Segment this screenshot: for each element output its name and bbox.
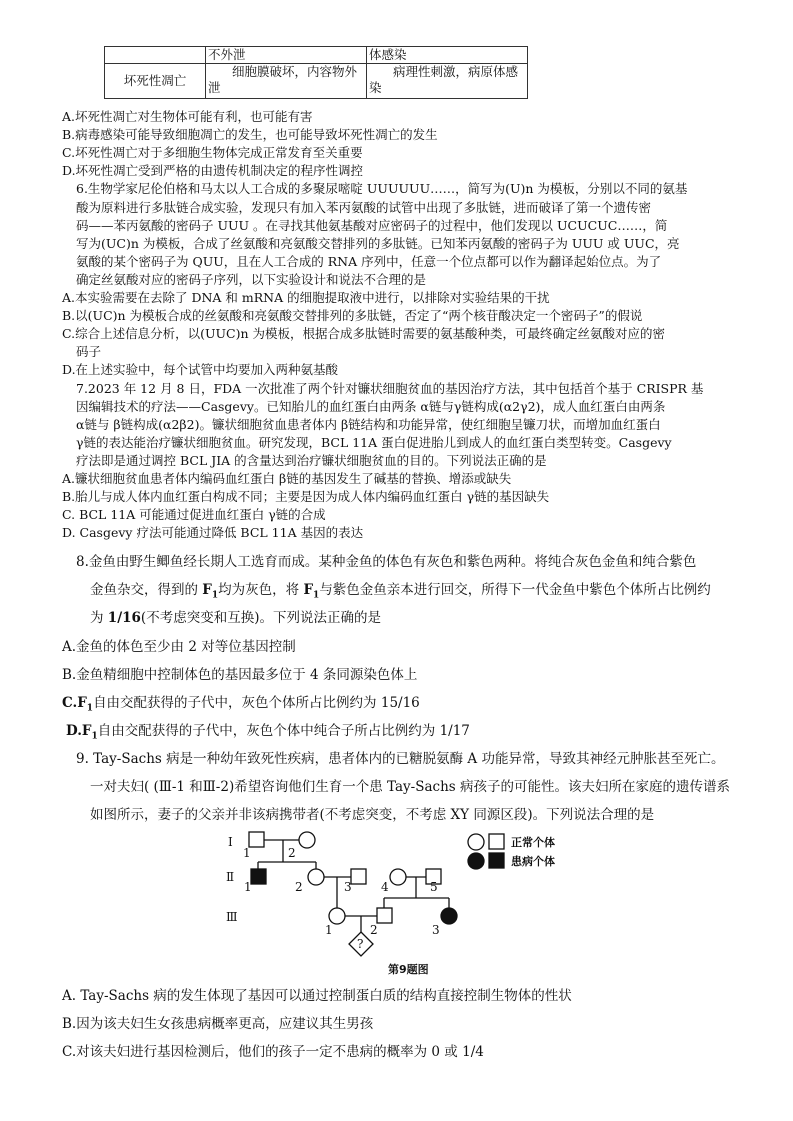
q6-stem-line: 6.生物学家尼伦伯格和马太以人工合成的多聚尿嘧啶 UUUUUU……，简写为(U)n 为模板，分别以不同的氨基	[76, 181, 688, 196]
q5-option-c: C.坏死性凋亡对于多细胞生物体完成正常发育至关重要	[62, 145, 363, 160]
generation-label-1: Ⅰ	[228, 835, 233, 849]
q6-option-c: C.综合上述信息分析，以(UUC)n 为模板，根据合成多肽链时需要的氨基酸种类，可最终确定丝氨酸对应的密	[62, 326, 666, 341]
q6-option-c-cont: 码子	[76, 344, 102, 359]
table-cell: 坏死性凋亡	[105, 64, 206, 99]
generation-label-3: Ⅲ	[226, 910, 238, 924]
q8-option-b: B.金鱼精细胞中控制体色的基因最多位于 4 条同源染色体上	[62, 667, 418, 683]
q8-stem-line: 金鱼杂交，得到的 $F_1$均为灰色，将 $F_1$与紫色金鱼亲本进行回交，所得下一代金鱼中紫色个体所占比例约	[90, 582, 711, 601]
q6-stem-line: 码——苯丙氨酸的密码子 UUU 。在寻找其他氨基酸对应密码子的过程中，他们发现以 UCUCUC……，简	[76, 218, 668, 233]
table-cell: 不外泄	[206, 47, 367, 64]
q7-option-a: A.镰状细胞贫血患者体内编码血红蛋白 β链的基因发生了碱基的替换、增添或缺失	[62, 471, 512, 486]
q6-stem-line: 酸为原料进行多肽链合成实验，发现只有加入苯丙氨酸的试管中出现了多肽链，进而破译了第一个遗传密	[76, 200, 652, 215]
q9-option-b: B.因为该夫妇生女孩患病概率更高，应建议其生男孩	[62, 1016, 374, 1032]
q6-option-b: B.以(UC)n 为模板合成的丝氨酸和亮氨酸交替排列的多肽链，否定了“两个核苷酸决定一个密码子”的假说	[62, 308, 643, 323]
q6-stem-line: 氨酸的某个密码子为 QUU，且在人工合成的 RNA 序列中，任意一个位点都可以作为翻译起始位点。为了	[76, 254, 662, 269]
generation-label-2: Ⅱ	[226, 870, 235, 884]
legend-female-normal	[468, 834, 484, 850]
pedigree-number: 2	[370, 923, 378, 937]
legend-affected-label: 患病个体	[511, 855, 555, 868]
q7-option-c: C. BCL 11A 可能通过促进血红蛋白 γ链的合成	[62, 507, 326, 522]
pedigree-male-affected	[251, 869, 266, 884]
q9-stem-line: 一对夫妇( (Ⅲ-1 和Ⅲ-2)希望咨询他们生育一个患 Tay-Sachs 病孩子的可能性。该夫妇所在家庭的遗传谱系	[90, 779, 730, 795]
pedigree-number: 4	[381, 880, 389, 894]
q7-stem-line: 疗法即是通过调控 BCL JIA 的含量达到治疗镰状细胞贫血的目的。下列说法正确的是	[76, 453, 547, 468]
pedigree-number: 1	[325, 923, 333, 937]
pedigree-male-normal	[249, 832, 264, 847]
pedigree-number: 1	[243, 846, 251, 860]
q7-option-d: D. Casgevy 疗法可能通过降低 BCL 11A 基因的表达	[62, 525, 364, 540]
legend-male-affected	[489, 853, 504, 868]
q9-stem-line: 9. Tay-Sachs 病是一种幼年致死性疾病，患者体内的已糖脱氨酶 A 功能异常，导致其神经元肿胀甚至死亡。	[76, 751, 725, 767]
q5-option-b: B.病毒感染可能导致细胞凋亡的发生，也可能导致坏死性凋亡的发生	[62, 127, 438, 142]
q9-stem-line: 如图所示，妻子的父亲并非该病携带者(不考虑突变，不考虑 XY 同源区段)。下列说法合理的是	[90, 807, 655, 823]
pedigree-male-normal	[351, 869, 366, 884]
q6-option-d: D.在上述实验中，每个试管中均要加入两种氨基酸	[62, 362, 339, 377]
pedigree-number: 3	[344, 880, 352, 894]
q5-option-d: D.坏死性凋亡受到严格的由遗传机制决定的程序性调控	[62, 163, 364, 178]
q8-stem-line: 为 1/16(不考虑突变和互换)。下列说法正确的是	[90, 610, 381, 626]
q8-option-c: $C.F_1$自由交配获得的子代中，灰色个体所占比例约为 15/16	[62, 695, 420, 714]
table-cell: 病理性刺激，病原体感染	[367, 64, 528, 99]
q6-option-a: A.本实验需要在去除了 DNA 和 mRNA 的细胞提取液中进行，以排除对实验结果的干扰	[62, 290, 550, 305]
pedigree-male-normal	[377, 908, 392, 923]
q7-option-b: B.胎儿与成人体内血红蛋白构成不同；主要是因为成人体内编码血红蛋白 γ链的基因缺失	[62, 489, 550, 504]
pedigree-female-normal	[299, 832, 315, 848]
legend-normal-label: 正常个体	[511, 836, 555, 849]
q5-option-a: A.坏死性凋亡对生物体可能有利，也可能有害	[62, 109, 313, 124]
table-cell: 体感染	[367, 47, 528, 64]
q7-stem-line: 因编辑技术的疗法——Casgevy。已知胎儿的血红蛋白由两条 α链与γ链构成(α2γ2)，成人血红蛋白由两条	[76, 399, 666, 414]
pedigree-number: 2	[295, 880, 303, 894]
pedigree-female-normal	[390, 869, 406, 885]
q8-stem-line: 8.金鱼由野生鲫鱼经长期人工选育而成。某种金鱼的体色有灰色和紫色两种。将纯合灰色金鱼和纯合紫色	[76, 554, 697, 570]
pedigree-female-normal	[329, 908, 345, 924]
pedigree-female-affected	[441, 908, 457, 924]
q9-option-c: C.对该夫妇进行基因检测后，他们的孩子一定不患病的概率为 0 或 1/4	[62, 1044, 484, 1060]
pedigree-female-normal	[308, 869, 324, 885]
pedigree-number: 1	[244, 880, 252, 894]
q7-stem-line: 7.2023 年 12 月 8 日，FDA 一次批准了两个针对镰状细胞贫血的基因治疗方法，其中包括首个基于 CRISPR 基	[76, 381, 704, 396]
q6-stem-line: 确定丝氨酸对应的密码子序列，以下实验设计和说法不合理的是	[76, 272, 427, 287]
table-cell: 细胞膜破坏，内容物外泄	[206, 64, 367, 99]
pedigree-number: 3	[432, 923, 440, 937]
q7-stem-line: α链与 β链构成(α2β2)。镰状细胞贫血患者体内 β链结构和功能异常，使红细胞呈镰刀状，而增加血红蛋白	[76, 417, 661, 432]
q6-stem-line: 写为(UC)n 为模板，合成了丝氨酸和亮氨酸交替排列的多肽链。已知苯丙氨酸的密码子为 UUU 或 UUC，亮	[76, 236, 680, 251]
pedigree-number: 5	[430, 880, 438, 894]
q9-option-a: A. Tay-Sachs 病的发生体现了基因可以通过控制蛋白质的结构直接控制生物体的性状	[62, 988, 572, 1004]
figure-caption: 第9题图	[388, 963, 429, 976]
q8-option-a: A.金鱼的体色至少由 2 对等位基因控制	[62, 639, 296, 655]
legend-male-normal	[489, 834, 504, 849]
pedigree-number: 2	[288, 846, 296, 860]
q8-option-d: $D.F_1$自由交配获得的子代中，灰色个体中纯合子所占比例约为 1/17	[66, 723, 470, 742]
legend-female-affected	[468, 853, 484, 869]
q7-stem-line: γ链的表达能治疗镰状细胞贫血。研究发现，BCL 11A 蛋白促进胎儿到成人的血红蛋白类型转变。Casgevy	[76, 435, 672, 450]
pedigree-unknown-mark: ?	[357, 937, 364, 951]
